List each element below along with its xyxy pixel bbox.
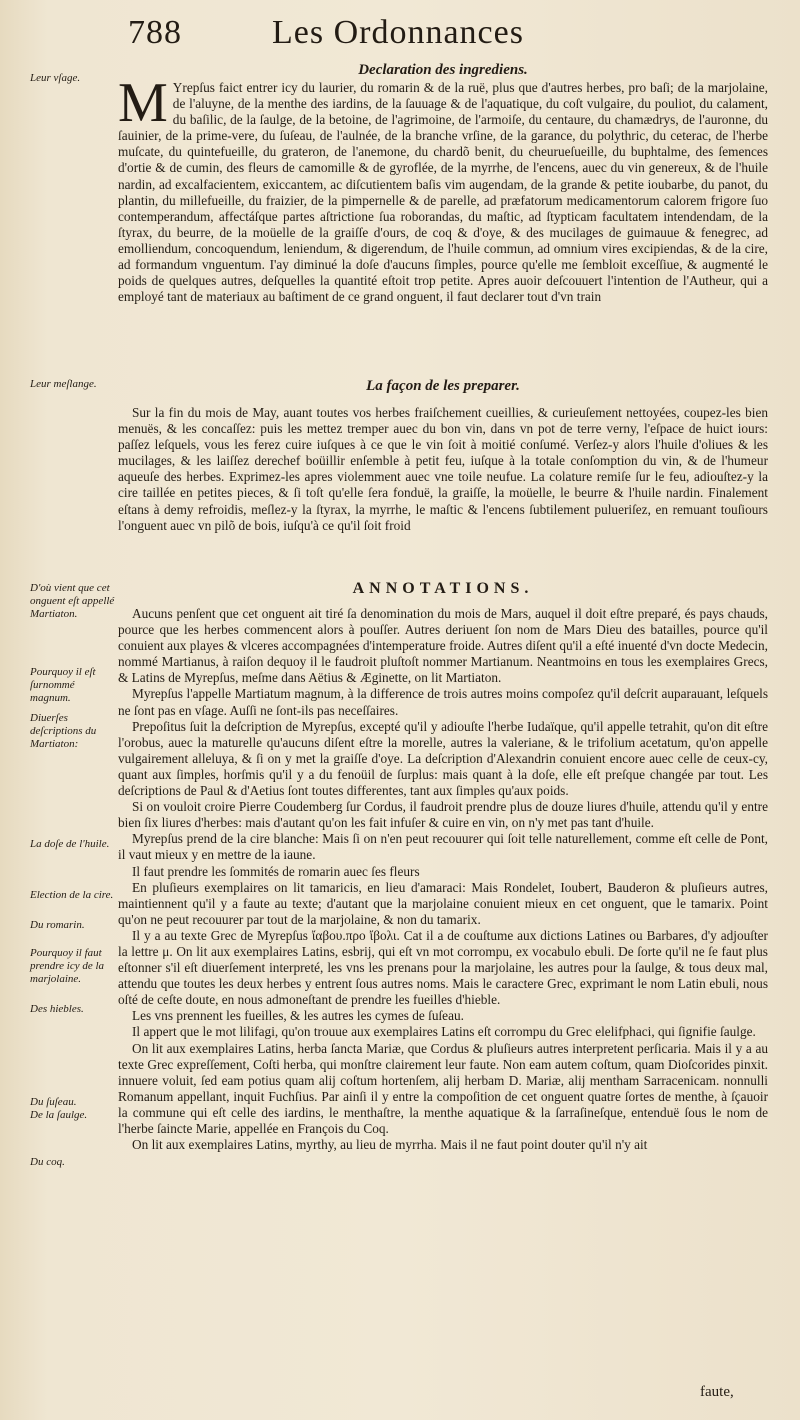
paragraph: Il y a au texte Grec de Myrepſus ἴαβου.πρo ἴβολι. Cat il a de couſtume aux dictions Latines ou Barbares, d'y adjouſter la lettre μ. On lit aux exemplaires Latins, esbrij, qui eſt vn mot corrompu, ex vocabulo ebuli. De ſorte qu'il ne ſe faut plus eſtonner s'il eſt diuerſement interpreté, les vns les prenans pour la marjolaine, les autres pour la ſaulge, & tous deux mal, attendu que toutes les deux herbes y entrent ſous autres noms. Mais le caractere Grec, exprimant le nom Latin ebuli, nous oſté de ceſte doute, en nous admoneſtant de prendre les fueilles d'hieble. — [118, 927, 768, 1008]
margin-note: De la ſaulge. — [30, 1109, 88, 1121]
margin-note: Du coq. — [30, 1156, 65, 1168]
section-body — [118, 72, 768, 305]
paragraph: En pluſieurs exemplaires on lit tamaricis, en lieu d'amaraci: Mais Rondelet, Ioubert, Bauderon & pluſieurs autres, maintiennent qu'il y a faute au texte; d'autant que la marjolaine conuient mieux en cet onguent, que le tamarix. Point qu'on ne peut recouurer par tout de la marjolaine, & non du tamarix. — [118, 879, 768, 927]
paragraph: Les vns prennent les fueilles, & les autres les cymes de ſuſeau. — [132, 1008, 464, 1024]
paragraph: Il appert que le mot lilifagi, qu'on trouue aux exemplaires Latins eſt corrompu du Grec elelifphaci, qui ſignifie ſaulge. — [132, 1024, 756, 1040]
margin-note: Leur meſlange. — [30, 378, 97, 390]
paragraph: Aucuns penſent que cet onguent ait tiré ſa denomination du mois de Mars, auquel il doit eſtre preparé, és pays chauds, pource que les herbes commencent alors à pouſſer. Autres deriuent ſon nom de Mars Dieu des batailles, pource qu'il conuient aux playes & vlceres accompagnées d'intemperature froide. Autres diſent qu'il a eſté inuenté d'vn docte Medecin, nommé Martianus, à raiſon dequoy il le faudroit pluſtoſt nommer Martianum. Neantmoins en tous les exemplaires Grecs, & Latins de Myrepſus, meſme dans Aëtius & Æginette, on lit Martiaton. — [118, 606, 768, 686]
margin-note: Pourquoy il eſt ſurnommé magnum. — [30, 666, 96, 704]
running-title: Les Ordonnances — [272, 14, 524, 51]
annotations-body — [118, 606, 768, 1153]
page-number: 788 — [128, 14, 182, 51]
paragraph: Myrepſus l'appelle Martiatum magnum, à la difference de trois autres moins compoſez qu'il deſcrit auparauant, leſquels ne ſont pas en vſage. Auſſi ne ſont-ils pas neceſſaires. — [118, 686, 768, 718]
paragraph: On lit aux exemplaires Latins, myrthy, au lieu de myrrha. Mais il ne faut point douter qu'il n'y ait — [132, 1137, 648, 1153]
drop-cap: M — [118, 72, 168, 134]
paragraph: Sur la fin du mois de May, auant toutes vos herbes fraiſchement cueillies, & curieuſement nettoyées, coupez-les bien menuës, & les concaſſez: puis les mettez tremper auec du bon vin, dans vn pot de terre verny, l'eſpace de huict iours: paſſez leſquels, vous les ferez cuire iuſques à ce que le vin ſoit à moitié conſumé. Verſez-y alors l'huile d'oliues & les mucilages, & les laiſſez derechef boüillir enſemble à petit feu, iuſque à la totale conſomption du vin, & de l'humeur aqueuſe des herbes. Exprimez-les apres violemment auec vne toile neufue. La colature remiſe ſur le feu, adiouſtez-y la cire taillée en petites pieces, & ſi toſt qu'elle ſera fonduë, la graiſſe, la moüelle, le beurre & l'huile nardin. Finalement eſtans à demy refroidis, meſlez-y la ſtyrax, la myrrhe, le maſtic & l'encens ſubtilement pulueriſez, en remuant touſiours l'onguent auec vn pilõ de bois, iuſqu'à ce qu'il ſoit froid — [118, 405, 768, 533]
margin-note: Du ſuſeau. — [30, 1096, 77, 1108]
margin-note: La doſe de l'huile. — [30, 838, 110, 850]
margin-note: Diuerſes deſcriptions du Martiaton: — [30, 712, 97, 750]
margin-note: Election de la cire. — [30, 889, 114, 901]
margin-note: Du romarin. — [30, 919, 85, 931]
paragraph: Si on vouloit croire Pierre Coudemberg ſur Cordus, il faudroit prendre plus de douze liures d'huile, attendu qu'il y entre bien ſix liures d'herbes: mais d'autant qu'on les fait infuſer & cuire en vin, on n'y met pas tant d'huile. — [118, 799, 768, 831]
paragraph: Prepoſitus ſuit la deſcription de Myrepſus, excepté qu'il y adiouſte l'herbe Iudaïque, qu'il appelle tetrahit, qu'on dit eſtre l'orobus, auec la maturelle qu'aucuns diſent eſtre la morelle, autres la valeriane, & le trifolium acetatum, qu'on appelle vulgairement alleluya, & ſi on y met la graiſſe d'oye. La deſcription d'Alexandrin conuient encore auec celle de ceux-cy, quant aux ſimples, horſmis qu'il y a du fenoüil de ſurplus: mais quant à la doſe, elle eſt preſque changée par tout. Les deſcriptions de Paul & d'Aetius ſont toutes differentes, tant aux ſimples qu'aux poids. — [118, 718, 768, 799]
section-body — [118, 405, 768, 534]
margin-note: Des hiebles. — [30, 1003, 84, 1015]
paragraph — [118, 72, 768, 305]
margin-note: Pourquoy il faut prendre icy de la marjolaine. — [30, 947, 105, 985]
section-heading: Declaration des ingrediens. — [358, 62, 528, 78]
paragraph: Il faut prendre les ſommités de romarin auec ſes fleurs — [132, 863, 420, 879]
section-heading: La façon de les preparer. — [366, 378, 520, 394]
paragraph: On lit aux exemplaires Latins, herba ſancta Mariæ, que Cordus & pluſieurs autres interpretent perſicaria. Mais il y a au texte Grec expreſſement, Coſti herba, qui monſtre clairement leur faute. Non eam autem coſtum, quam Dioſcorides pinxit. innuere voluit, ſed eam potius quam alij coſtum hortenſem, alij herbam D. Mariæ, alij mentham Sarracenicam. nonnulli Romanum appellant, inquit Fuchſius. Par ainſi il y entre la compoſition de cet onguent quatre ſortes de menthe, à ſçauoir la commune qui eſt celle des iardins, le menthaſtre, la menthe aquatique & la ſarraſineſque, entenduë ſous le nom de l'herbe ſaincte Marie, appellée en François du Coq. — [118, 1040, 768, 1136]
margin-note: D'où vient que cet onguent eſt appellé Martiaton. — [30, 582, 115, 620]
paragraph-text: Yrepſus faict entrer icy du laurier, du romarin & de la ruë, plus que d'autres herbes, pro baſi; de la marjolaine, de l'aluyne, de la menthe des iardins, de la ſauuage & de l'aquatique, du coſt vulgaire, du pouliot, du calament, du baſilic, de la ſaulge, de la betoine, de l'agrimoine, de l'armoiſe, du centaure, du chamædrys, de l'auronne, du ſauinier, de la prime-vere, du ſuſeau, de l'aulnée, de la branche vrſine, de la garance, du polythric, du ceterac, de l'herbe muſcate, du quintefueille, du grateron, de l'anemone, du chardõ benit, du cheurueſueille, du buphtalme, des ſemences d'ortie & de cumin, des fleurs de camomille & de gyroflée, de la myrrhe, de l'encens, auec du vin genereux, & de l'huile nardin, ad excalfacientem, exiccantem, ac diſcutientem baſis vim augendam, de la grande & petite ioubarbe, du panot, du plantin, du millefueille, du fraizier, de la pimpernelle & de parelle, ad præfatorum medicamentorum calorem frigore ſuo contemperandum, affectáſque partes aſtrictione ſua roborandas, du maſtic, ad ſtypticam facultatem intendendam, de la ſtyrax, du beurre, de la moüelle de la graiſſe d'ours, de coq & d'oye, & des mucilages de guimauue & fenegrec, ad emolliendum, concoquendum, leniendum, & digerendum, de l'huile commun, ad omnium vires excipiendas, & de la cire, ad formandum vnguentum. I'ay diminué la doſe d'aucuns ſimples, pource qu'elle me ſembloit exceſſiue, & augmenté le poids de quelques autres, deſquelles la quantité eſtoit trop petite. Apres auoir deſcouuert l'intention de l'Autheur, qui a employé tant de materiaux au baſtiment de ce grand onguent, il faut declarer tout d'vn train — [118, 80, 768, 305]
annotations-heading: ANNOTATIONS. — [352, 580, 534, 597]
paragraph: Myrepſus prend de la cire blanche: Mais ſi on n'en peut recouurer qui ſoit telle naturellement, comme eſt celle de Pont, il vaut mieux y en mettre de la iaune. — [118, 831, 768, 863]
catchword: faute, — [700, 1384, 734, 1400]
margin-note: Leur vſage. — [30, 72, 81, 84]
